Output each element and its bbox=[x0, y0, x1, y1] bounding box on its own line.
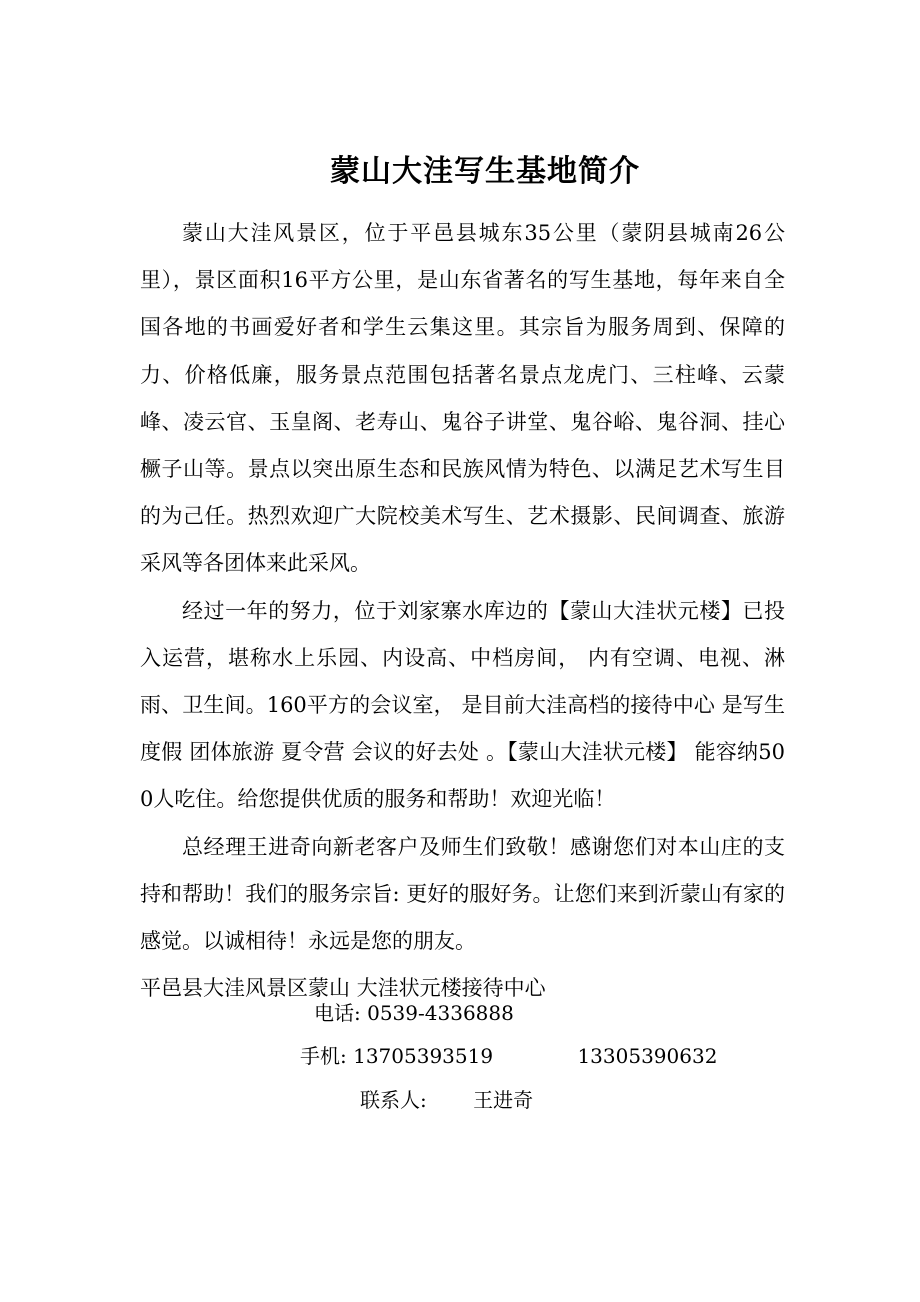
document-body bbox=[140, 210, 785, 1012]
mobile-number-1: 13705393519 bbox=[353, 1044, 494, 1068]
mobile-number-2: 13305390632 bbox=[577, 1044, 718, 1068]
paragraph-intro: 蒙山大洼风景区，位于平邑县城东35公里（蒙阴县城南26公里），景区面积16平方公里，是山东省著名的写生基地，每年来自全国各地的书画爱好者和学生云集这里。其宗旨为服务周到、保障的力、价格低廉，服务景点范围包括著名景点龙虎门、三柱峰、云蒙峰、凌云官、玉皇阁、老寿山、鬼谷子讲堂、鬼谷峪、鬼谷洞、挂心橛子山等。景点以突出原生态和民族风情为特色、以满足艺术写生目的为己任。热烈欢迎广大院校美术写生、艺术摄影、民间调查、旅游采风等各团体来此采风。 bbox=[140, 221, 785, 576]
person-label: 联系人: bbox=[360, 1088, 427, 1112]
person-name: 王进奇 bbox=[473, 1088, 534, 1112]
phone-number: 0539-4336888 bbox=[367, 1001, 514, 1025]
contact-phone bbox=[314, 998, 514, 1028]
mobile-label: 手机: bbox=[300, 1044, 347, 1068]
signature-line: 平邑县大洼风景区蒙山 大洼状元楼接待中心 bbox=[140, 976, 546, 1001]
document-title: 蒙山大洼写生基地简介 bbox=[330, 154, 640, 189]
paragraph-lodging: 经过一年的努力，位于刘家寨水库边的【蒙山大洼状元楼】已投入运营，堪称水上乐园、内设高、中档房间， 内有空调、电视、淋雨、卫生间。160平方的会议室， 是目前大洼高档的接待中心 是写生 度假 团体旅游 夏令营 会议的好去处 。【蒙山大洼状元楼】 能容纳500人吃住。给您提供优质的服务和帮助！欢迎光临！ bbox=[140, 598, 785, 812]
contact-mobile bbox=[300, 1041, 717, 1071]
phone-label: 电话: bbox=[314, 1001, 361, 1025]
contact-person bbox=[360, 1085, 533, 1115]
paragraph-manager: 总经理王进奇向新老客户及师生们致敬！感谢您们对本山庄的支持和帮助！我们的服务宗旨: 更好的服好务。让您们来到沂蒙山有家的感觉。以诚相待！永远是您的朋友。 bbox=[140, 834, 785, 954]
